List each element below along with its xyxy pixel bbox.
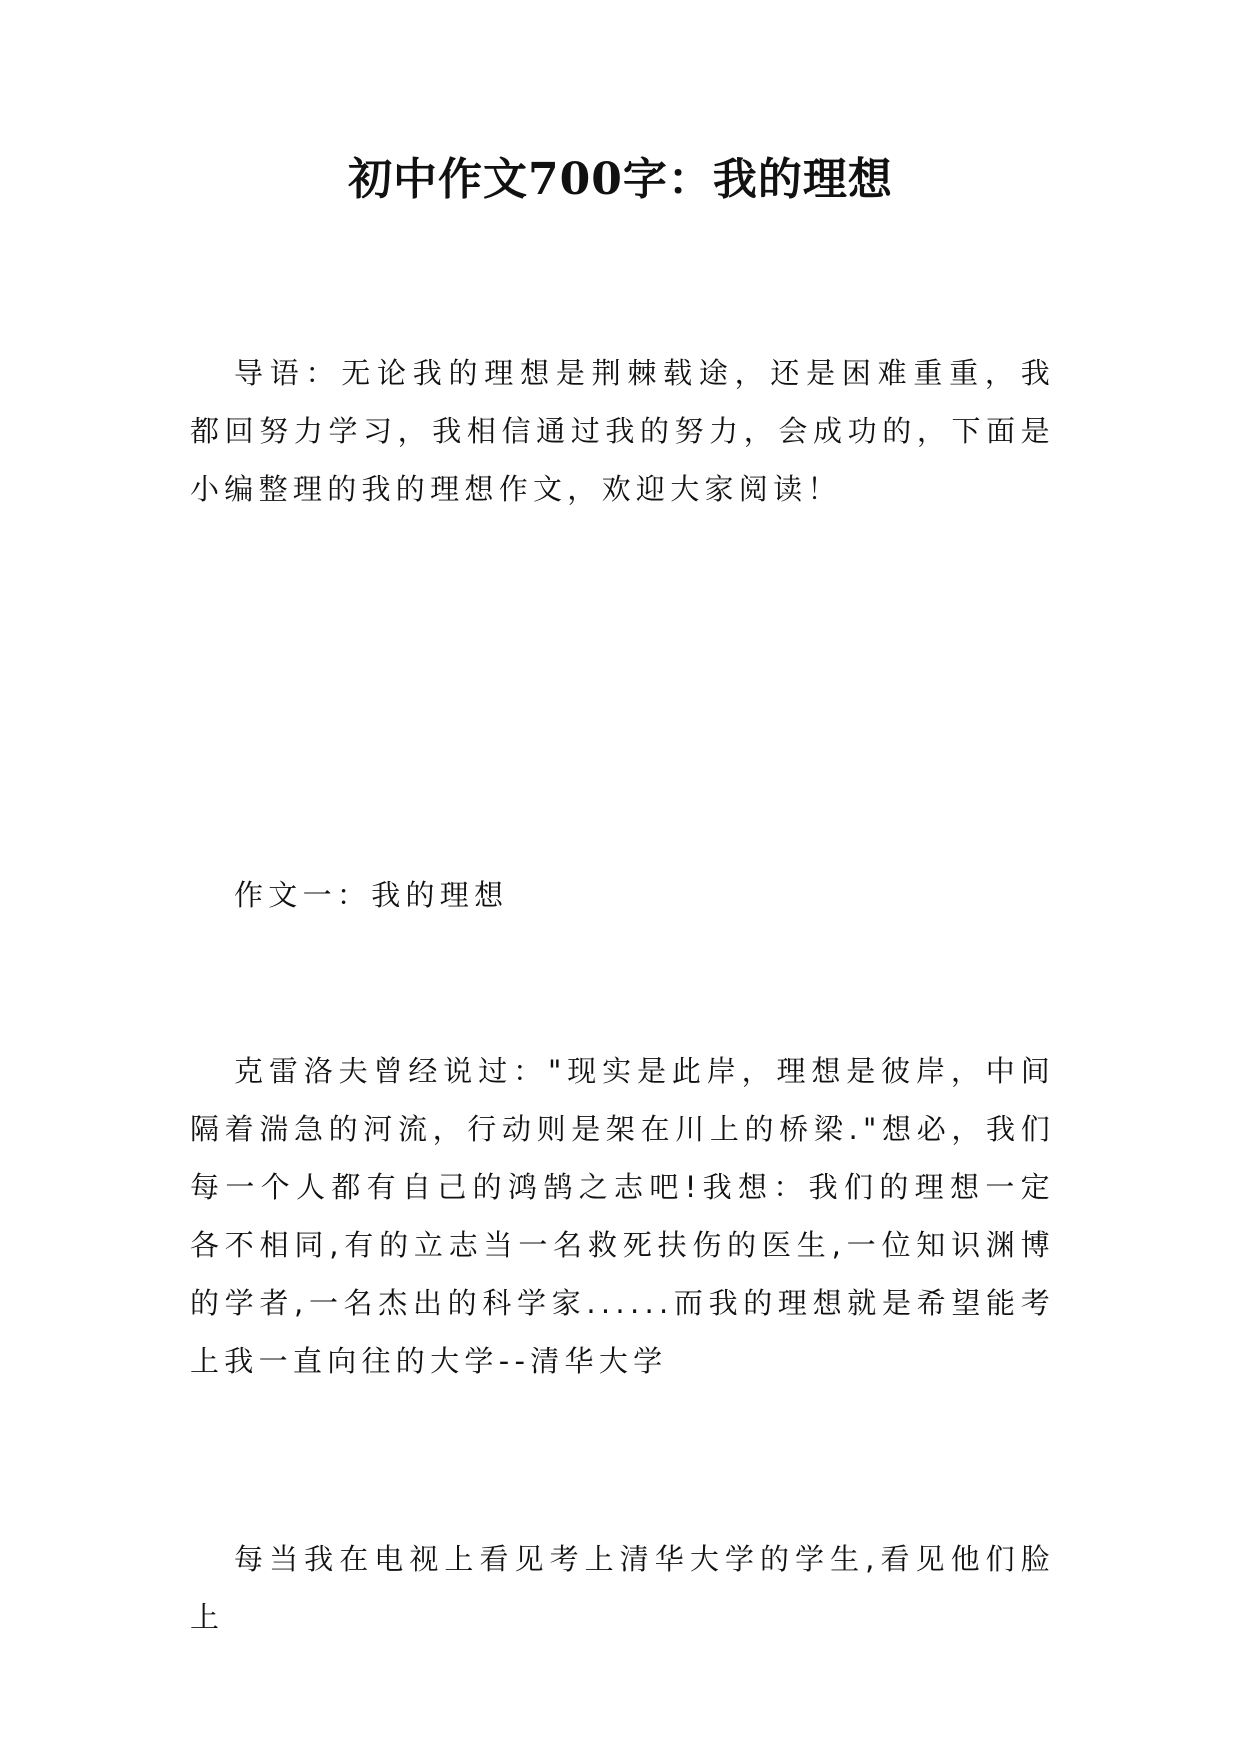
intro-paragraph: 导语：无论我的理想是荆棘载途，还是困难重重，我都回努力学习，我相信通过我的努力，会成功的，下面是小编整理的我的理想作文，欢迎大家阅读！ (190, 356, 1055, 506)
section-heading: 作文一：我的理想 (234, 878, 509, 912)
document-title: 初中作文700字：我的理想 (348, 154, 893, 205)
body-paragraph: 每当我在电视上看见考上清华大学的学生,看见他们脸上 (190, 1542, 1055, 1634)
body-paragraph: 克雷洛夫曾经说过："现实是此岸，理想是彼岸，中间隔着湍急的河流，行动则是架在川上的桥梁."想必，我们每一个人都有自己的鸿鹄之志吧!我想：我们的理想一定各不相同,有的立志当一名救死扶伤的医生,一位知识渊博的学者,一名杰出的科学家......而我的理想就是希望能考上我一直向往的大学--清华大学 (190, 1054, 1055, 1378)
